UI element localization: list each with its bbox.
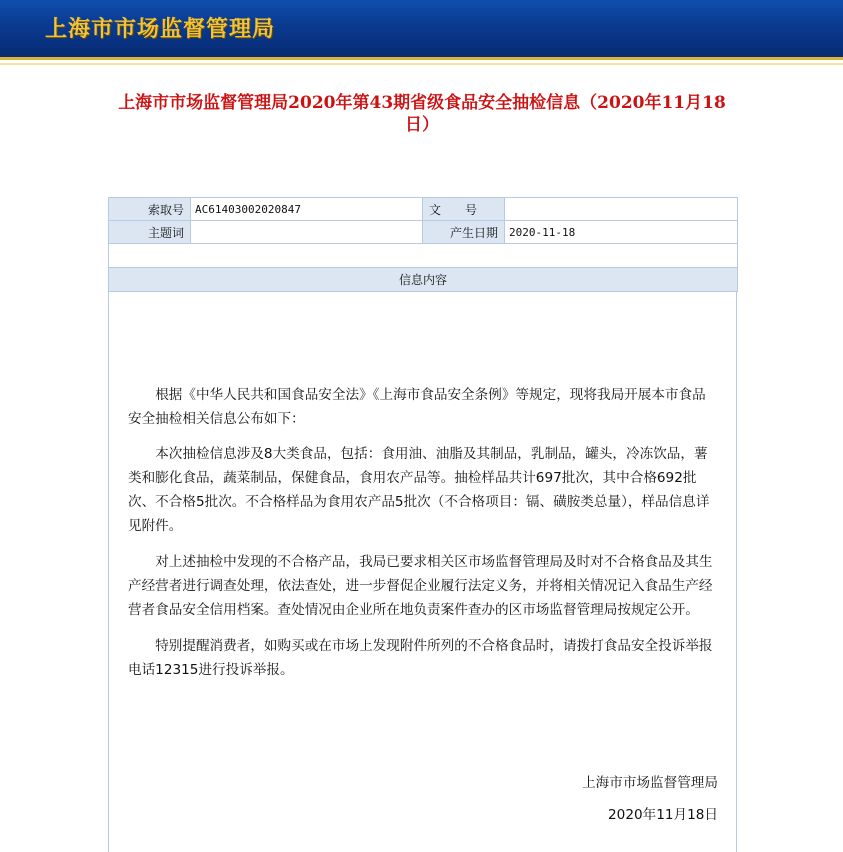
header-divider [0,63,843,65]
meta-row [109,198,738,221]
info-content-label: 信息内容 [109,268,738,292]
body-paragraph-1: 根据《中华人民共和国食品安全法》《上海市食品安全条例》等规定，现将我局开展本市食品安全抽检相关信息公布如下： [128,387,706,427]
signature-org: 上海市市场监督管理局 [582,775,718,791]
info-content-header [109,268,738,292]
doc-no-label: 文 号 [423,198,505,221]
date-value: 2020-11-18 [505,221,738,244]
site-logo-title[interactable]: 上海市市场监督管理局 [45,17,276,42]
body-paragraph-3: 对上述抽检中发现的不合格产品，我局已要求相关区市场监督管理局及时对不合格食品及其生产经营者进行调查处理，依法查处，进一步督促企业履行法定义务，并将相关情况记入食品生产经营者食品安全信用档案。查处情况由企业所在地负责案件查办的区市场监督管理局按规定公开。 [128,554,713,618]
date-label: 产生日期 [423,221,505,244]
document-meta-table [108,197,738,292]
subject-value [191,221,423,244]
index-no-label: 索取号 [109,198,191,221]
meta-row [109,221,738,244]
article-title: 上海市市场监督管理局2020年第43期省级食品安全抽检信息（2020年11月18日） [118,93,726,135]
signature-date: 2020年11月18日 [608,807,718,823]
signature-block [582,767,718,831]
spacer-cell [109,244,738,268]
doc-no-value [505,198,738,221]
site-header-banner [0,0,843,60]
meta-spacer-row [109,244,738,268]
subject-label: 主题词 [109,221,191,244]
body-paragraph-4: 特别提醒消费者，如购买或在市场上发现附件所列的不合格食品时，请拨打食品安全投诉举报电话12315进行投诉举报。 [128,638,713,678]
index-no-value: AC61403002020847 [191,198,423,221]
article-body [128,383,718,694]
body-paragraph-2: 本次抽检信息涉及8大类食品，包括：食用油、油脂及其制品，乳制品，罐头，冷冻饮品，薯类和膨化食品，蔬菜制品，保健食品，食用农产品等。抽检样品共计697批次，其中合格692批次、不合格5批次。不合格样品为食用农产品5批次（不合格项目：镉、磺胺类总量），样品信息详见附件。 [128,446,710,534]
